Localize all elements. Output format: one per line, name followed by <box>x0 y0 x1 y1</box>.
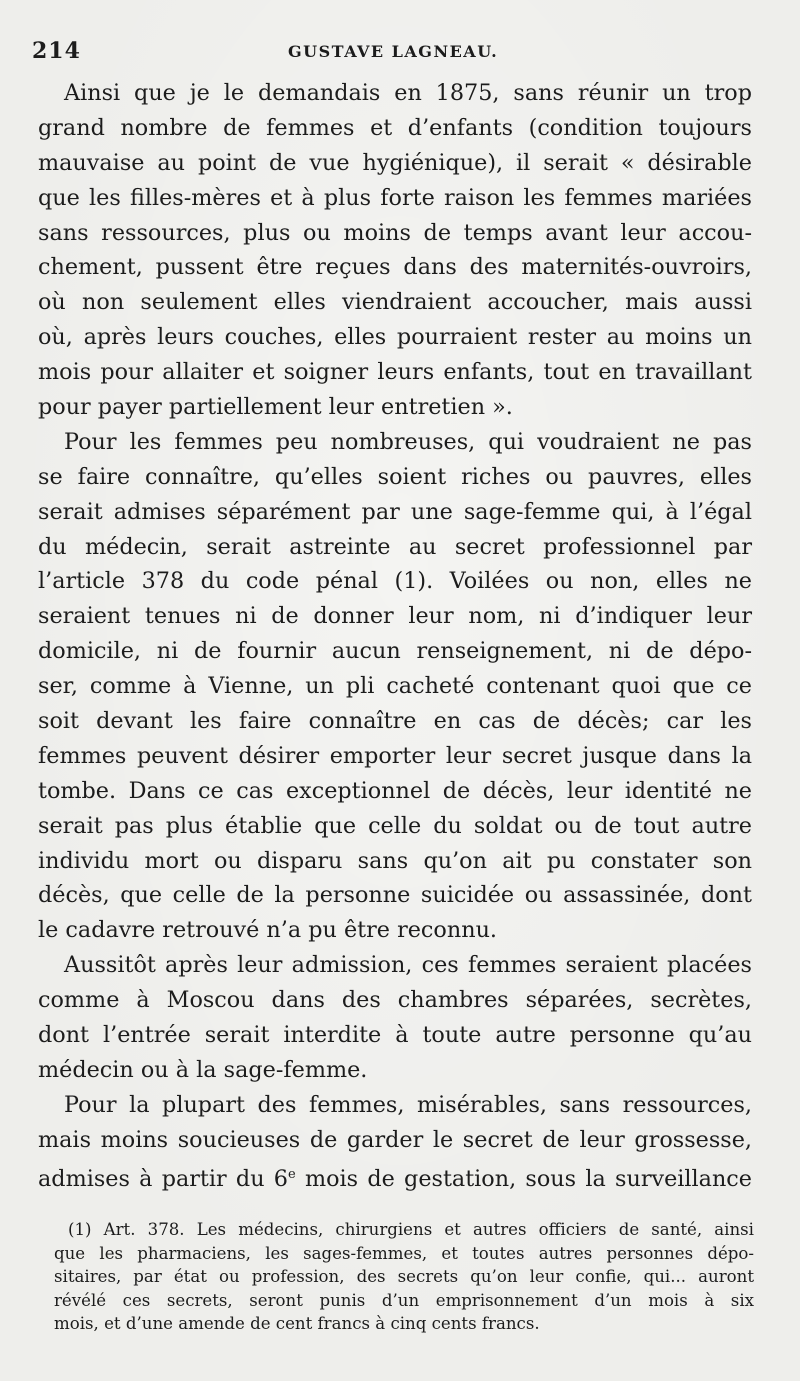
text-line: du médecin, serait astreinte au secret professionnel par <box>38 533 752 560</box>
footnote-line: révélé ces secrets, seront punis d’un emprisonnement d’un mois à six <box>54 1290 754 1310</box>
text-line-last <box>38 1158 752 1193</box>
text-line: décès, que celle de la personne suicidée ou assassinée, dont <box>38 882 752 909</box>
paragraph <box>38 425 752 948</box>
text-line: où non seulement elles viendraient accoucher, mais aussi <box>38 289 752 316</box>
footnote-line: que les pharmaciens, les sages-femmes, et toutes autres personnes dépo- <box>54 1243 754 1263</box>
text-line: Pour la plupart des femmes, misérables, sans ressources, <box>64 1091 752 1118</box>
footnote-line: mois, et d’une amende de cent francs à cinq cents francs. <box>54 1314 540 1333</box>
superscript: e <box>288 1166 296 1182</box>
text-line: mauvaise au point de vue hygiénique), il serait « désirable <box>38 149 752 176</box>
text-line: Aussitôt après leur admission, ces femmes seraient placées <box>64 952 752 979</box>
text-line: pour payer partiellement leur entretien ». <box>38 394 513 421</box>
text-line: l’article 378 du code pénal (1). Voilées ou non, elles ne <box>38 568 752 595</box>
page-header <box>32 34 762 70</box>
footnote-line: (1) Art. 378. Les médecins, chirurgiens et autres officiers de santé, ainsi <box>68 1220 754 1239</box>
running-head: GUSTAVE LAGNEAU. <box>288 42 499 61</box>
text-fragment: mois de gestation, sous la surveillance <box>295 1165 752 1192</box>
text-line: femmes peuvent désirer emporter leur secret jusque dans la <box>38 742 752 769</box>
text-line: chement, pussent être reçues dans des maternités-ouvroirs, <box>38 254 752 281</box>
text-fragment: admises à partir du 6 <box>38 1165 288 1192</box>
paragraph <box>38 1088 752 1193</box>
paragraph <box>38 948 752 1088</box>
text-line: médecin ou à la sage-femme. <box>38 1056 368 1083</box>
body-text <box>38 76 752 1193</box>
text-line: domicile, ni de fournir aucun renseignement, ni de dépo- <box>38 638 752 665</box>
text-line: soit devant les faire connaître en cas de décès; car les <box>38 708 752 735</box>
text-line: individu mort ou disparu sans qu’on ait pu constater son <box>38 847 752 874</box>
text-line: que les filles-mères et à plus forte raison les femmes mariées <box>38 184 752 211</box>
text-line: serait admises séparément par une sage-femme qui, à l’égal <box>38 498 752 525</box>
text-line: mois pour allaiter et soigner leurs enfants, tout en travaillant <box>38 359 752 386</box>
text-line: seraient tenues ni de donner leur nom, ni d’indiquer leur <box>38 603 752 630</box>
text-line: serait pas plus établie que celle du soldat ou de tout autre <box>38 812 752 839</box>
page-number: 214 <box>32 38 81 64</box>
paragraph <box>38 76 752 425</box>
footnote-line: sitaires, par état ou profession, des secrets qu’on leur confie, qui... auront <box>54 1267 754 1286</box>
text-line: grand nombre de femmes et d’enfants (condition toujours <box>38 114 752 141</box>
footnote <box>54 1218 754 1336</box>
text-line: comme à Moscou dans des chambres séparées, secrètes, <box>38 987 752 1014</box>
text-line: où, après leurs couches, elles pourraient rester au moins un <box>38 324 752 351</box>
text-line: mais moins soucieuses de garder le secret de leur grossesse, <box>38 1126 752 1153</box>
text-line: ser, comme à Vienne, un pli cacheté contenant quoi que ce <box>38 673 752 700</box>
text-line: Pour les femmes peu nombreuses, qui voudraient ne pas <box>64 428 752 455</box>
text-line: sans ressources, plus ou moins de temps avant leur accou- <box>38 219 752 246</box>
text-line: se faire connaître, qu’elles soient riches ou pauvres, elles <box>38 463 752 490</box>
text-line: Ainsi que je le demandais en 1875, sans réunir un trop <box>64 80 752 106</box>
text-line: dont l’entrée serait interdite à toute autre personne qu’au <box>38 1022 752 1049</box>
text-line: tombe. Dans ce cas exceptionnel de décès, leur identité ne <box>38 777 752 804</box>
text-line: le cadavre retrouvé n’a pu être reconnu. <box>38 917 498 944</box>
